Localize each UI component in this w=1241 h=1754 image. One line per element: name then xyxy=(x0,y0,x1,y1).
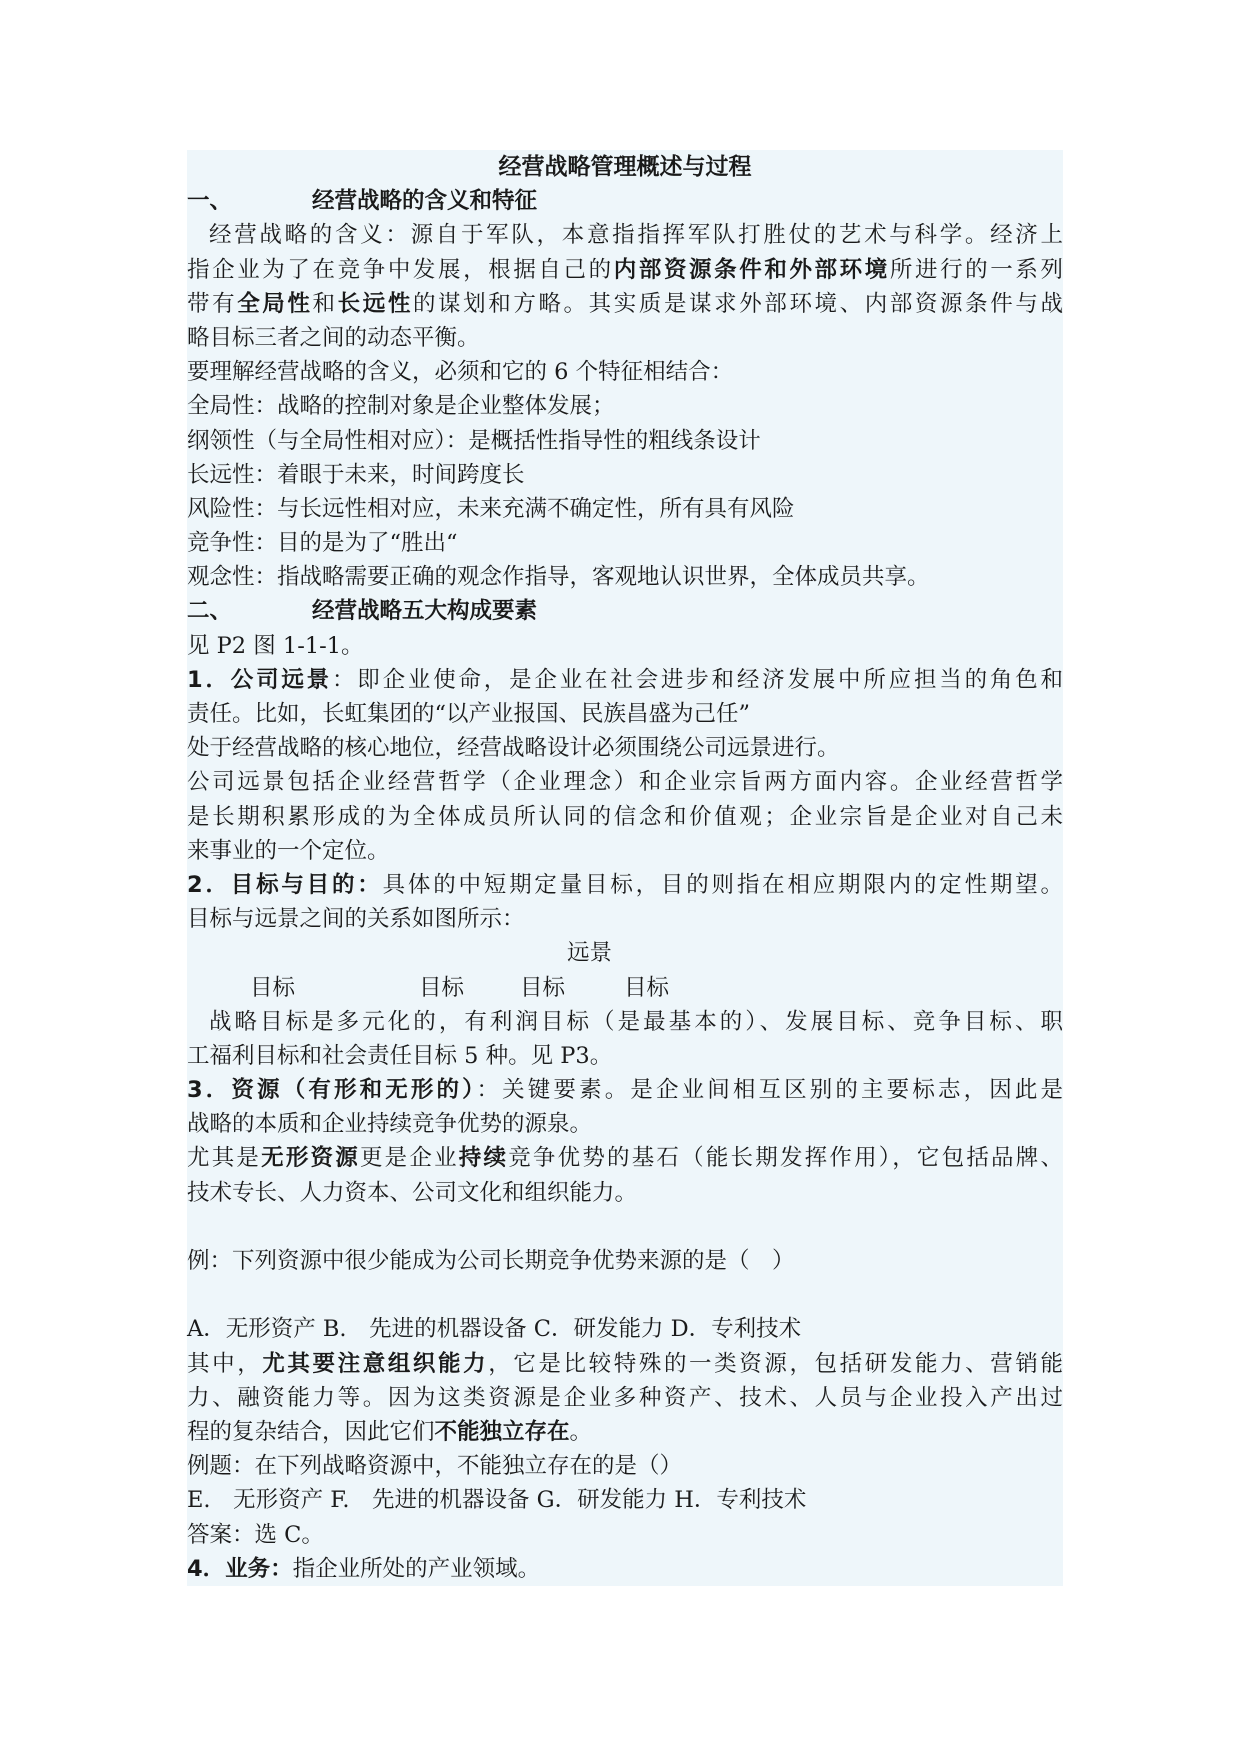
e2-line-1 xyxy=(187,868,1063,902)
p1-line-3-text-e: 的谋划和方略。其实质是谋求外部环境、内部资源条件与战 xyxy=(412,290,1063,317)
e1-line-4: 公司远景包括企业经营哲学（企业理念）和企业宗旨两方面内容。企业经营哲学 xyxy=(187,769,1063,796)
e3-line-3-text-a: 尤其是 xyxy=(187,1145,262,1172)
e3-line-3-bold-2: 持续 xyxy=(458,1145,509,1172)
e3-line-3-text-c: 更是企业 xyxy=(359,1145,459,1172)
features-intro: 要理解经营战略的含义，必须和它的 6 个特征相结合： xyxy=(187,359,734,386)
diagram-goal-4: 目标 xyxy=(624,974,670,1001)
doc-title: 经营战略管理概述与过程 xyxy=(498,154,752,180)
e3-line-5-text-c: ，它是比较特殊的一类资源，包括研发能力、营销能 xyxy=(488,1350,1063,1377)
e3-line-5-bold: 尤其要注意组织能力 xyxy=(262,1350,489,1377)
section-2-heading xyxy=(187,594,1063,628)
spacer xyxy=(187,1278,1063,1312)
diagram-goal-1: 目标 xyxy=(250,974,296,1001)
e3-label: 3．资源 xyxy=(187,1077,283,1104)
diagram-goals-row xyxy=(187,971,1063,1005)
e3-line-5-text-a: 其中， xyxy=(187,1350,263,1377)
e3-line-7-text-c: 。 xyxy=(569,1418,593,1445)
p1-line-3-text-c: 和 xyxy=(312,290,338,317)
e3-line-3-text-e: 竞争优势的基石（能长期发挥作用），它包括品牌、 xyxy=(508,1145,1063,1172)
e4-line-1-text: 指企业所处的产业领域。 xyxy=(292,1555,541,1582)
p1-line-2-bold: 内部资源条件和外部环境 xyxy=(613,256,890,283)
example-2-question: 例题：在下列战略资源中，不能独立存在的是（） xyxy=(187,1453,683,1480)
feature-3: 长远性：着眼于未来，时间跨度长 xyxy=(187,461,525,488)
e2-line-1-text: 具体的中短期定量目标，目的则指在相应期限内的定性期望。 xyxy=(382,871,1063,898)
e2-label: 2．目标与目的： xyxy=(187,871,383,898)
feature-5: 竞争性：目的是为了“胜出“ xyxy=(187,530,458,557)
e4-label: 4．业务： xyxy=(187,1555,293,1582)
e4-line-1 xyxy=(187,1552,1063,1586)
e1-line-6: 来事业的一个定位。 xyxy=(187,837,390,864)
p1-line-3-bold-2: 长远性 xyxy=(337,290,413,317)
example-2-options: E. 无形资产 F. 先进的机器设备 G．研发能力 H．专利技术 xyxy=(187,1487,807,1514)
example-1-question: 例：下列资源中很少能成为公司长期竞争优势来源的是（ ） xyxy=(187,1248,795,1274)
e1-line-2: 责任。比如，长虹集团的“以产业报国、民族昌盛为己任” xyxy=(187,701,751,727)
document-body xyxy=(187,150,1063,1586)
p1-line-3-text-a: 带有 xyxy=(187,290,238,317)
example-2-answer: 答案：选 C。 xyxy=(187,1521,324,1548)
section-1-title: 经营战略的含义和特征 xyxy=(312,188,538,215)
p1-line-4: 略目标三者之间的动态平衡。 xyxy=(187,324,480,351)
feature-1: 全局性：战略的控制对象是企业整体发展； xyxy=(187,393,615,420)
e2-line-4: 工福利目标和社会责任目标 5 种。见 P3。 xyxy=(187,1042,613,1069)
e3-line-3-bold-1: 无形资源 xyxy=(261,1145,360,1172)
diagram-goal-2: 目标 xyxy=(419,974,465,1001)
see-figure: 见 P2 图 1-1-1。 xyxy=(187,632,364,659)
e1-line-3: 处于经营战略的核心地位，经营战略设计必须围绕公司远景进行。 xyxy=(187,735,840,762)
section-2-title: 经营战略五大构成要素 xyxy=(312,598,538,625)
feature-4: 风险性：与长远性相对应，未来充满不确定性，所有具有风险 xyxy=(187,495,795,522)
e3-line-7-text-a: 程的复杂结合，因此它们 xyxy=(187,1418,435,1445)
e3-line-3 xyxy=(187,1141,1063,1175)
p1-line-2 xyxy=(187,253,1063,287)
e1-line-5: 是长期积累形成的为全体成员所认同的信念和价值观；企业宗旨是企业对自己未 xyxy=(187,803,1063,830)
p1-line-2-text-c: 所进行的一系列 xyxy=(889,256,1063,283)
e3-line-5 xyxy=(187,1347,1063,1381)
spacer xyxy=(187,1210,1063,1244)
e1-line-1-text: ：即企业使命，是企业在社会进步和经济发展中所应担当的角色和 xyxy=(331,666,1063,693)
feature-2: 纲领性（与全局性相对应）：是概括性指导性的粗线条设计 xyxy=(187,427,761,454)
section-2-number: 二、 xyxy=(187,598,233,625)
e3-line-6: 力、融资能力等。因为这类资源是企业多种资产、技术、人员与企业投入产出过 xyxy=(187,1384,1063,1411)
p1-line-2-text-a: 指企业为了在竞争中发展，根据自己的 xyxy=(187,256,614,283)
e3-line-4: 技术专长、人力资本、公司文化和组织能力。 xyxy=(187,1179,638,1206)
p1-line-3-bold-1: 全局性 xyxy=(237,290,313,317)
p1-line-3 xyxy=(187,287,1063,321)
e2-line-2: 目标与远景之间的关系如图所示： xyxy=(187,906,525,933)
e2-line-3: 战略目标是多元化的，有利润目标（是最基本的）、发展目标、竞争目标、职 xyxy=(209,1008,1063,1035)
p1-line-1: 经营战略的含义：源自于军队，本意指指挥军队打胜仗的艺术与科学。经济上 xyxy=(209,222,1063,249)
e3-line-7-bold: 不能独立存在 xyxy=(434,1418,570,1445)
e3-line-7 xyxy=(187,1415,1063,1449)
diagram-goal-3: 目标 xyxy=(520,974,566,1001)
feature-6: 观念性：指战略需要正确的观念作指导，客观地认识世界，全体成员共享。 xyxy=(187,564,930,591)
section-1-number: 一、 xyxy=(187,188,233,215)
e1-line-1 xyxy=(187,663,1063,697)
e3-line-1 xyxy=(187,1073,1063,1107)
e3-line-1-text: ：关键要素。是企业间相互区别的主要标志，因此是 xyxy=(476,1077,1063,1104)
example-1-options: A．无形资产 B. 先进的机器设备 C．研发能力 D．专利技术 xyxy=(187,1316,802,1343)
diagram-vision: 远景 xyxy=(567,940,613,967)
e1-label: 1．公司远景 xyxy=(187,666,332,693)
e3-label-2: （有形和无形的） xyxy=(282,1077,477,1104)
section-1-heading xyxy=(187,184,1063,218)
e3-line-2: 战略的本质和企业持续竞争优势的源泉。 xyxy=(187,1111,593,1138)
